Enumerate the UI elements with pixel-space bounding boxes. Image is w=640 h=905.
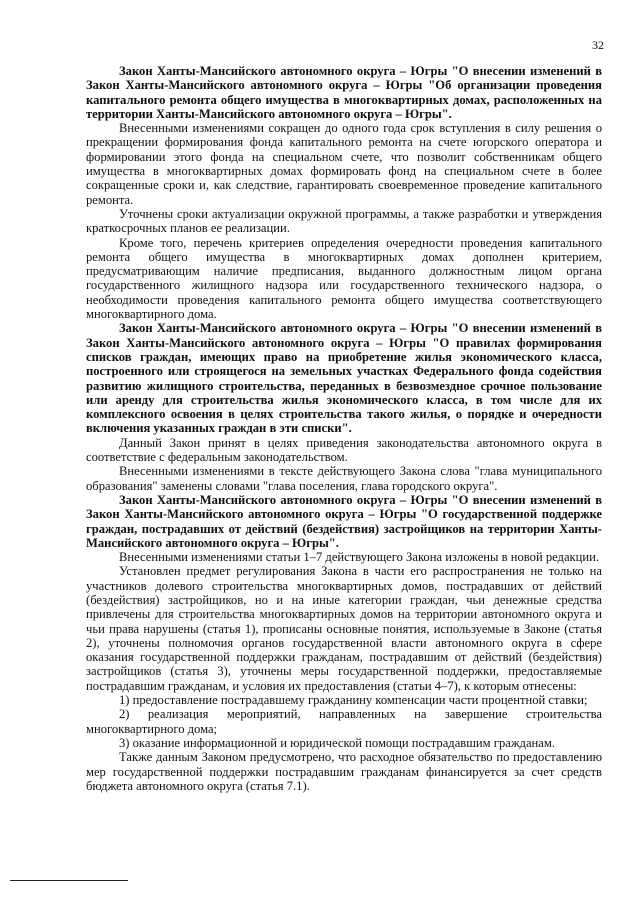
paragraph: Внесенными изменениями статьи 1–7 действующего Закона изложены в новой редакции. bbox=[119, 550, 600, 565]
footnote-divider bbox=[10, 880, 128, 881]
list-item: 2) реализация мероприятий, направленных на завершение строительства многоквартирного дома; bbox=[86, 707, 602, 736]
law-heading-2: Закон Ханты-Мансийского автономного округа – Югры "О внесении изменений в Закон Ханты-Мансийского автономного округа – Югры "О правилах формирования списков граждан, имеющих право на приобретение жилья экономического класса, построенного или строящегося на земельных участках Федерального фонда содействия развитию жилищного строительства, переданных в безвозмездное срочное пользование или аренду для строительства жилья экономического класса, в том числе для их комплексного освоения в целях строительства такого жилья, о порядке и очередности включения указанных граждан в эти списки". bbox=[86, 321, 602, 436]
paragraph: Уточнены сроки актуализации окружной программы, а также разработки и утверждения краткосрочных планов ее реализации. bbox=[86, 206, 602, 236]
page-number: 32 bbox=[592, 38, 604, 52]
list-item: 3) оказание информационной и юридической помощи пострадавшим гражданам. bbox=[119, 735, 555, 750]
document-body bbox=[86, 64, 602, 793]
paragraph: Также данным Законом предусмотрено, что расходное обязательство по предоставлению мер государственной поддержки пострадавшим гражданам финансируется за счет средств бюджета автономного округа (статья 7.1). bbox=[86, 750, 602, 793]
paragraph: Кроме того, перечень критериев определения очередности проведения капитального ремонта общего имущества в многоквартирных домах дополнен критерием, предусматривающим наличие предписания, выданного должностным лицом органа государственного жилищного надзора или государственного технического надзора, о необходимости проведения капитального ремонта общего имущества соответствующего многоквартирного дома. bbox=[86, 235, 602, 322]
law-heading-3: Закон Ханты-Мансийского автономного округа – Югры "О внесении изменений в Закон Ханты-Мансийского автономного округа – Югры "О государственной поддержке граждан, пострадавших от действий (бездействия) застройщиков на территории Ханты-Мансийского автономного округа – Югры". bbox=[86, 492, 602, 550]
paragraph: Внесенными изменениями сокращен до одного года срок вступления в силу решения о прекращении формирования фонда капитального ремонта на счете югорского оператора и формировании этого фонда на специальном счете, что позволит собственникам общего имущества в многоквартирных домах формировать фонд на специальном счете в более сокращенные сроки и, как следствие, гарантировать своевременное проведение капитального ремонта. bbox=[86, 121, 602, 207]
paragraph: Данный Закон принят в целях приведения законодательства автономного округа в соответствие с федеральным законодательством. bbox=[86, 435, 602, 465]
paragraph: Внесенными изменениями в тексте действующего Закона слова "глава муниципального образования" заменены словами "глава поселения, глава городского округа". bbox=[86, 464, 602, 493]
list-item: 1) предоставление пострадавшему гражданину компенсации части процентной ставки; bbox=[119, 693, 588, 708]
paragraph: Установлен предмет регулирования Закона в части его распространения не только на участников долевого строительства многоквартирных домов, пострадавших от действий (бездействия) застройщиков, но и на иные категории граждан, чьи денежные средства привлечены для строительства многоквартирных домов на территории автономного округа и чьи права нарушены (статья 1), прописаны основные понятия, используемые в Законе (статья 2), уточнены полномочия органов государственной власти автономного округа в сфере оказания государственной поддержки гражданам, пострадавшим от действий (бездействия) застройщиков (статья 3), уточнены меры государственной поддержки, предоставляемые пострадавшим гражданам, и условия их предоставления (статьи 4–7), к которым отнесены: bbox=[86, 564, 602, 693]
law-heading-1: Закон Ханты-Мансийского автономного округа – Югры "О внесении изменений в Закон Ханты-Мансийского автономного округа – Югры "Об организации проведения капитального ремонта общего имущества в многоквартирных домах, расположенных на территории Ханты-Мансийского автономного округа – Югры". bbox=[86, 64, 602, 121]
